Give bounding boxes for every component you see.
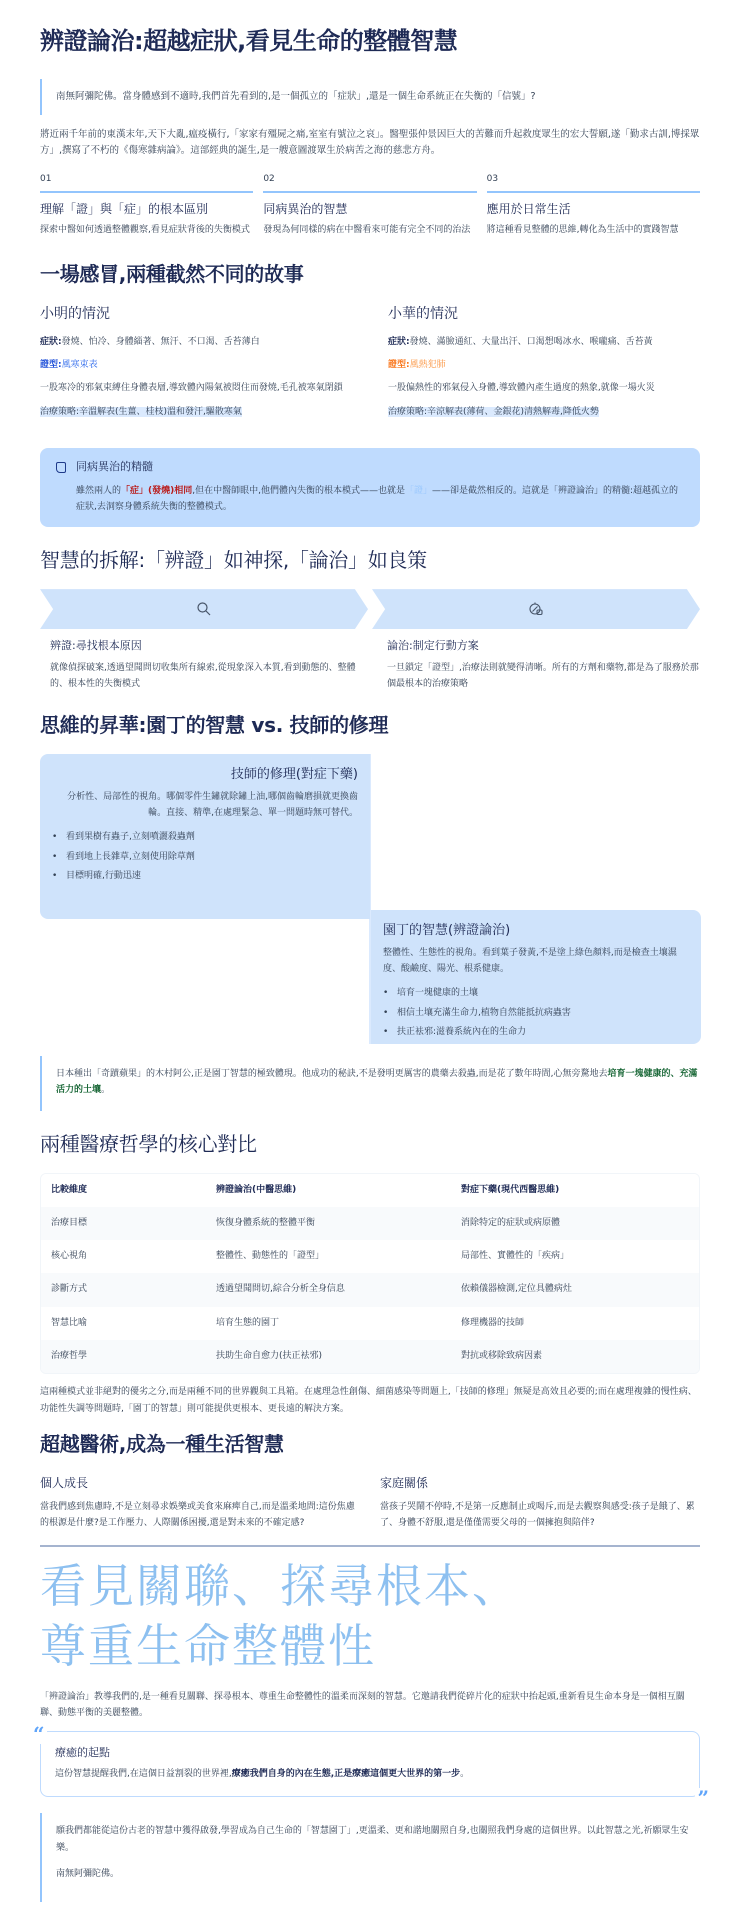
diagnose-title: 辨證:尋找根本原因 (50, 639, 142, 653)
big-statement (40, 1557, 700, 1677)
table-cell: 治療目標 (41, 1207, 206, 1240)
pattern-label: 證型: (388, 360, 410, 371)
case-pattern (40, 358, 352, 373)
table-cell: 治療哲學 (41, 1340, 206, 1373)
treat-title: 論治:制定行動方案 (387, 639, 479, 653)
page-title: 辨證論治:超越症狀,看見生命的整體智慧 (40, 27, 458, 55)
callout-text: ,但在中醫師眼中,他們體內失衡的根本模式——也就是 (192, 485, 405, 496)
section-heading-table: 兩種醫療哲學的核心對比 (40, 1131, 257, 1156)
chevron-diagnose (40, 589, 368, 629)
open-quote-icon: “ (33, 1722, 45, 1747)
mechanic-title: 技師的修理(對症下藥) (230, 767, 358, 783)
section-heading-life: 超越醫術,成為一種生活智慧 (40, 1431, 284, 1456)
life-applications (40, 1473, 700, 1548)
healing-body (55, 1767, 685, 1782)
step-description: 將這種看見整體的思維,轉化為生活中的實踐智慧 (486, 225, 679, 236)
gardener-desc: 整體性、生態性的視角。看到葉子發黃,不是塗上綠色顏料,而是檢查土壤濕度、酸鹼度、陽光、根系健康。 (383, 948, 677, 974)
close-quote-icon: ” (697, 1786, 709, 1811)
prescription-icon (528, 601, 544, 617)
list-item: • 看到地上長雜草,立刻使用除草劑 (52, 848, 358, 868)
opening-quote: 南無阿彌陀佛。當身體感到不適時,我們首先看到的,是一個孤立的「症狀」,還是一個生命系統正在失衡的「信號」? (40, 79, 700, 115)
column-header: 辨證論治(中醫思維) (206, 1174, 451, 1207)
symptom-label: 症狀: (40, 336, 62, 347)
column-header: 對症下藥(現代西醫思維) (451, 1174, 699, 1207)
healing-text: 。 (460, 1769, 470, 1780)
table-cell: 扶助生命自愈力(扶正袪邪) (206, 1340, 451, 1373)
story-text: 。 (101, 1085, 111, 1096)
note-icon (56, 462, 66, 473)
table-cell: 培育生態的園丁 (216, 1317, 280, 1328)
symptom-text: 發燒、怕冷、身體緇著、無汗、不口渴、舌苔薄白 (61, 336, 260, 347)
mechanic-points (52, 828, 358, 887)
life-item-personal (40, 1473, 360, 1532)
gardener-title: 園丁的智慧(辨證論治) (383, 923, 511, 939)
symptom-text: 發燒、滿臉通紅、大量出汗、口渴想喝冰水、喉嚨痛、舌苔黃 (409, 336, 653, 347)
table-cell: 消除特定的症狀或病原體 (451, 1207, 699, 1240)
case-xiaoming (40, 303, 352, 428)
step-3 (487, 172, 700, 239)
learning-steps (40, 172, 700, 239)
table-cell: 整體性、動態性的「證型」 (216, 1251, 325, 1262)
case-pattern (388, 358, 700, 373)
table-row (41, 1240, 699, 1273)
healing-emphasis: 療癒我們自身的內在生態,正是療癒這個更大世界的第一步 (231, 1769, 461, 1780)
case-symptoms (40, 335, 352, 350)
healing-text: 這份智慧提醒我們,在這個日益割裂的世界裡, (55, 1769, 232, 1780)
gardener-points (383, 984, 689, 1043)
step-title: 理解「證」與「症」的根本區別 (40, 201, 209, 216)
diagnose-desc: 就像偵探破案,透過望聞問切收集所有線索,從現象深入本質,看到動態的、整體的、根本性的失衡模式 (50, 662, 356, 689)
intro-paragraph: 將近兩千年前的東漢末年,天下大亂,瘟疫橫行,「家家有殭屍之痛,室室有號泣之哀」。醫聖張仲景因巨大的苦難而升起救度眾生的宏大誓願,遂「勤求古訓,博採眾方」,撰寫了不朽的《傷寒雜病論》。這部經典的誕生,是一艘意圖渡眾生於病苦之海的慈悲方舟。 (40, 129, 700, 157)
case-strategy (40, 405, 352, 420)
case-explanation: 一股寒冷的邪氣束縛住身體表層,導致體內陽氣被悶住而發燒,毛孔被寒氣閉鎖 (40, 383, 343, 394)
callout-essence (40, 448, 700, 527)
life-item-family (380, 1473, 700, 1532)
step-title: 應用於日常生活 (486, 201, 571, 216)
section-heading-wisdom: 智慧的拆解:「辨證」如神探,「論治」如良策 (40, 548, 427, 573)
callout-faint-term: 「證」 (404, 485, 432, 496)
conclusion-paragraph: 「辨證論治」教導我們的,是一種看見關聯、探尋根本、尊重生命整體性的溫柔而深刻的智慧。它邀請我們從碎片化的症狀中抬起頭,重新看見生命本身是一個相互關聯、動態平衡的美麗整體。 (40, 1692, 685, 1719)
life-title: 個人成長 (40, 1475, 89, 1490)
table-cell: 透過望聞問切,綜合分析全身信息 (206, 1273, 451, 1306)
mechanic-desc: 分析性、局部性的視角。哪個零件生鏽就除鏽上油,哪個齒輪磨損就更換齒輪。直接、精準,在處理緊急、單一問題時無可替代。 (67, 792, 358, 818)
table-cell: 依賴儀器檢測,定位具體病灶 (451, 1273, 699, 1306)
table-cell: 智慧比喻 (51, 1317, 88, 1328)
step-description: 探索中醫如何透過整體觀察,看見症狀背後的失衡模式 (40, 225, 250, 236)
step-number: 02 (263, 172, 476, 193)
closing-blessing-text: 南無阿彌陀佛。 (56, 1868, 120, 1879)
step-description: 發現為何同樣的病在中醫看來可能有完全不同的治法 (263, 225, 471, 236)
pattern-value: 風寒束表 (61, 360, 98, 371)
case-comparison (40, 303, 700, 428)
table-row (41, 1207, 699, 1240)
case-strategy (388, 405, 700, 420)
chevron-treat (372, 589, 700, 629)
callout-emphasis: 「症」(發燒)相同 (121, 485, 193, 496)
case-symptoms (388, 335, 700, 350)
case-xiaohua (388, 303, 700, 428)
healing-title: 療癒的起點 (55, 1746, 110, 1760)
step-number: 03 (487, 172, 700, 193)
list-item: • 相信土壤充滿生命力,植物自然能抵抗病蟲害 (383, 1004, 689, 1024)
miracle-apple-story (40, 1056, 700, 1110)
column-header: 比較維度 (41, 1174, 206, 1207)
life-title: 家庭關係 (380, 1475, 429, 1490)
pattern-label: 證型: (40, 360, 62, 371)
case-explanation: 一股偏熱性的邪氣侵入身體,導致體內產生過度的熱象,就像一場火災 (388, 383, 655, 394)
table-row (41, 1307, 699, 1340)
list-item: • 培育一塊健康的土壤 (383, 984, 689, 1004)
treat-desc: 一旦鎖定「證型」,治療法則就變得清晰。所有的方劑和藥物,都是為了服務於那個最根本的治療策略 (387, 662, 699, 689)
table-cell: 修理機器的技師 (461, 1317, 525, 1328)
callout-text: ——卻是截然相反的。這就是「辨證論治」的精髓:超越孤立的症狀,去洞察身體系統失衡的整體模式。 (76, 485, 679, 512)
table-note: 這兩種模式並非絕對的優劣之分,而是兩種不同的世界觀與工具箱。在處理急性創傷、細菌感染等問題上,「技師的修理」無疑是高效且必要的;而在處理複雜的慢性病、功能性失調等問題時,「園丁的智慧」則可能提供更根本、更長遠的解決方案。 (40, 1387, 697, 1414)
healing-quote-box (33, 1722, 709, 1811)
comparison-table (40, 1173, 700, 1375)
step-title: 同病異治的智慧 (263, 201, 348, 216)
treat-text (377, 637, 700, 692)
table-cell: 核心視角 (51, 1251, 88, 1262)
list-item: • 扶正袪邪:滋養系統內在的生命力 (383, 1023, 689, 1043)
diagnose-text (40, 637, 363, 692)
gardener-card (371, 910, 701, 1044)
search-icon (196, 601, 212, 617)
list-item: • 看到果樹有蟲子,立刻噴灑殺蟲劑 (52, 828, 358, 848)
case-title: 小華的情況 (388, 306, 458, 323)
step-2 (263, 172, 476, 239)
table-cell: 恢復身體系統的整體平衡 (206, 1207, 451, 1240)
symptom-label: 症狀: (388, 336, 410, 347)
life-desc: 當我們感到焦慮時,不是立刻尋求娛樂或美食來麻痺自己,而是溫柔地問:這份焦慮的根源是什麼?是工作壓力、人際關係困擾,還是對未來的不確定感? (40, 1502, 355, 1529)
step-1 (40, 172, 253, 239)
case-title: 小明的情況 (40, 306, 110, 323)
story-emphasis: 培育一塊健康的、充滿活力的土壤 (56, 1069, 698, 1096)
process-descriptions (40, 637, 700, 692)
big-statement-line: 尊重生命整體性 (40, 1619, 376, 1674)
step-number: 01 (40, 172, 253, 193)
pattern-value: 風熱犯肺 (409, 360, 446, 371)
strategy-text: 治療策略:辛涼解表(薄荷、金銀花)清熱解毒,降低火勢 (388, 406, 599, 417)
callout-title: 同病異治的精髓 (76, 460, 153, 474)
table-cell: 診斷方式 (41, 1273, 206, 1306)
mechanic-card (40, 754, 370, 919)
callout-header (56, 458, 684, 477)
story-text: 日本種出「奇蹟蘋果」的木村阿公,正是園丁智慧的極致體現。他成功的秘訣,不是發明更厲害的農藥去殺蟲,而是花了數年時間,心無旁騖地去 (56, 1069, 608, 1080)
table-row (41, 1340, 699, 1373)
section-heading-cold: 一場感冒,兩種截然不同的故事 (40, 262, 304, 287)
table-row (41, 1273, 699, 1306)
section-heading-mind: 思維的昇華:園丁的智慧 vs. 技師的修理 (40, 713, 389, 738)
process-chevrons (40, 589, 700, 629)
list-item: • 目標明確,行動迅速 (52, 867, 358, 887)
callout-body (56, 483, 684, 515)
table-cell: 局部性、實體性的「疾病」 (461, 1251, 570, 1262)
gardener-vs-mechanic (40, 754, 700, 1044)
table-cell: 對抗或移除致病因素 (451, 1340, 699, 1373)
life-desc: 當孩子哭鬧不停時,不是第一反應制止或喝斥,而是去觀察與感受:孩子是餓了、累了、身體不舒服,還是僅僅需要父母的一個擁抱與陪伴? (380, 1502, 695, 1529)
closing-wish: 願我們都能從這份古老的智慧中獲得啟發,學習成為自己生命的「智慧園丁」,更溫柔、更和諧地關照自身,也關照我們身處的這個世界。以此智慧之光,祈願眾生安樂。 (56, 1826, 689, 1853)
strategy-text: 治療策略:辛溫解表(生薑、桂枝)溫和發汗,驅散寒氣 (40, 406, 242, 417)
table-header-row (41, 1174, 699, 1207)
closing-blessing (40, 1813, 700, 1902)
big-statement-line: 看見關聯、探尋根本、 (40, 1559, 520, 1614)
callout-text: 雖然兩人的 (76, 485, 122, 496)
